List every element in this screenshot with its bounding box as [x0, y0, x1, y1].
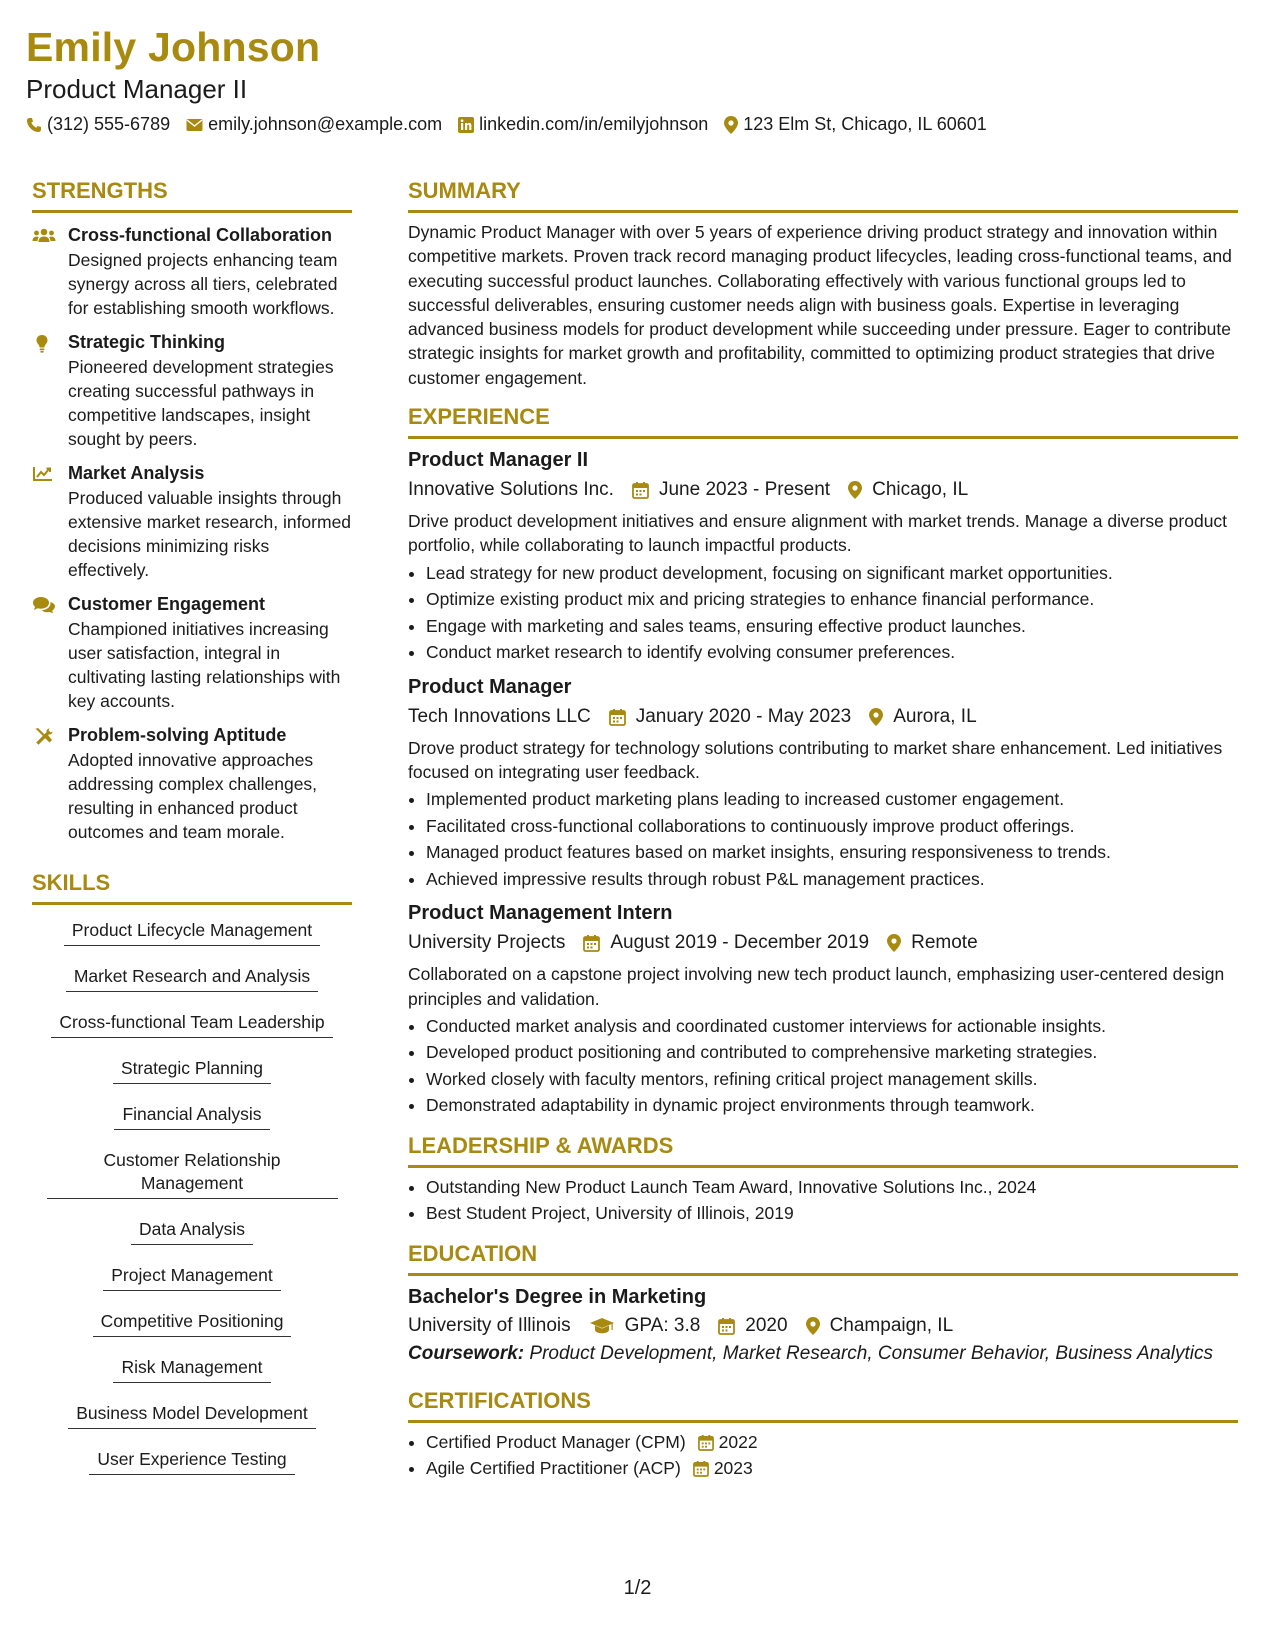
- job-meta: [408, 932, 1238, 954]
- degree-title: Bachelor's Degree in Marketing: [408, 1285, 707, 1308]
- map-pin-icon: [724, 116, 738, 134]
- tools-icon: [32, 727, 56, 747]
- strength-item: [32, 594, 352, 713]
- skill-item: Market Research and Analysis: [66, 965, 318, 992]
- strength-desc: Championed initiatives increasing user satisfaction, integral in cultivating lasting relationships with key accounts.: [68, 619, 341, 711]
- job-bullet: • Conducted market analysis and coordinated customer interviews for actionable insights.: [426, 1013, 1238, 1040]
- strength-item: [32, 225, 352, 320]
- coursework: [408, 1342, 1238, 1366]
- experience-heading: EXPERIENCE: [408, 404, 1238, 439]
- award-item: • Best Student Project, University of Illinois, 2019: [426, 1200, 1238, 1227]
- job-bullet: • Facilitated cross-functional collaborations to continuously improve product offerings.: [426, 813, 1238, 840]
- job-entry: [408, 676, 1238, 893]
- skill-item: Competitive Positioning: [93, 1310, 292, 1337]
- certifications-heading: CERTIFICATIONS: [408, 1388, 1238, 1423]
- coursework-label: Coursework:: [408, 1342, 525, 1364]
- phone-item: [26, 114, 170, 135]
- graduation-year: 2020: [718, 1315, 787, 1337]
- strength-title: Cross-functional Collaboration: [68, 225, 333, 245]
- skills-heading: SKILLS: [32, 870, 352, 905]
- linkedin-text: linkedin.com/in/emilyjohnson: [479, 114, 709, 134]
- strength-item: [32, 332, 352, 451]
- comments-icon: [32, 596, 56, 614]
- job-title: Product Management Intern: [408, 902, 673, 925]
- skill-item: Financial Analysis: [114, 1103, 269, 1130]
- calendar-icon: [632, 481, 649, 499]
- job-meta: [408, 479, 1238, 501]
- email-item: [186, 114, 442, 135]
- calendar-icon: [698, 1434, 714, 1451]
- job-bullet: • Conduct market research to identify evolving consumer preferences.: [426, 639, 1238, 666]
- candidate-name: Emily Johnson: [26, 24, 321, 70]
- job-description: Collaborated on a capstone project involving new tech product launch, emphasizing user-centered design principles and validation.: [408, 964, 1225, 1009]
- left-column: [32, 178, 352, 1494]
- certification-item: [426, 1429, 1238, 1456]
- leadership-list: [408, 1174, 1238, 1227]
- candidate-role: Product Manager II: [26, 74, 248, 104]
- job-dates: August 2019 - December 2019: [583, 932, 869, 954]
- calendar-icon: [583, 934, 600, 952]
- job-bullet: • Managed product features based on market insights, ensuring responsiveness to trends.: [426, 839, 1238, 866]
- strength-desc: Designed projects enhancing team synergy across all tiers, celebrated for establishing smooth workflows.: [68, 250, 338, 318]
- right-column: [408, 178, 1238, 1482]
- job-description: Drive product development initiatives and ensure alignment with market trends. Manage a diverse product portfolio, while collaborating to launch impactful products.: [408, 511, 1228, 556]
- map-pin-icon: [806, 1317, 820, 1335]
- map-pin-icon: [887, 934, 901, 952]
- skill-item: Customer Relationship Management: [47, 1149, 338, 1199]
- strength-title: Problem-solving Aptitude: [68, 725, 287, 745]
- skill-item: Cross-functional Team Leadership: [51, 1011, 332, 1038]
- certification-name: • Certified Product Manager (CPM): [426, 1431, 686, 1452]
- award-item: • Outstanding New Product Launch Team Award, Innovative Solutions Inc., 2024: [426, 1174, 1238, 1201]
- job-bullet: • Engage with marketing and sales teams, ensuring effective product launches.: [426, 613, 1238, 640]
- job-bullets: [408, 560, 1238, 666]
- skill-item: User Experience Testing: [89, 1448, 294, 1475]
- certification-item: [426, 1455, 1238, 1482]
- job-company: Innovative Solutions Inc.: [408, 479, 614, 501]
- skill-item: Strategic Planning: [113, 1057, 271, 1084]
- certification-name: • Agile Certified Practitioner (ACP): [426, 1458, 681, 1479]
- job-title: Product Manager II: [408, 449, 589, 472]
- linkedin-item: [458, 114, 708, 135]
- job-bullet: • Worked closely with faculty mentors, refining critical project management skills.: [426, 1066, 1238, 1093]
- strength-desc: Pioneered development strategies creating successful pathways in competitive landscapes, insight sought by peers.: [68, 357, 334, 449]
- job-bullet: • Developed product positioning and contributed to comprehensive marketing strategies.: [426, 1039, 1238, 1066]
- skill-item: Risk Management: [113, 1356, 270, 1383]
- coursework-text: Product Development, Market Research, Consumer Behavior, Business Analytics: [529, 1342, 1214, 1364]
- certifications-list: [408, 1429, 1238, 1482]
- job-bullet: • Optimize existing product mix and pricing strategies to enhance financial performance.: [426, 586, 1238, 613]
- certification-year: 2022: [718, 1431, 758, 1452]
- job-bullets: [408, 1013, 1238, 1119]
- linkedin-icon: [458, 117, 474, 133]
- calendar-icon: [718, 1317, 735, 1335]
- education-entry: [408, 1286, 1238, 1366]
- graduation-cap-icon: [589, 1317, 615, 1335]
- calendar-icon: [609, 708, 626, 726]
- strengths-heading: STRENGTHS: [32, 178, 352, 213]
- strength-item: [32, 725, 352, 844]
- job-description: Drove product strategy for technology solutions contributing to market share enhancement. Led initiatives focused on integrating user feedback.: [408, 737, 1223, 782]
- job-meta: [408, 706, 1238, 728]
- job-location: Aurora, IL: [869, 706, 976, 728]
- skill-item: Business Model Development: [68, 1402, 316, 1429]
- job-dates: June 2023 - Present: [632, 479, 830, 501]
- contact-bar: [26, 114, 1003, 135]
- education-heading: EDUCATION: [408, 1241, 1238, 1276]
- strength-title: Market Analysis: [68, 463, 205, 483]
- education-location: Champaign, IL: [806, 1315, 954, 1337]
- skill-item: Data Analysis: [131, 1218, 253, 1245]
- summary-text: Dynamic Product Manager with over 5 years of experience driving product strategy and innovation within competitive markets. Proven track record managing product lifecycles, leading cross-functional teams, and executing successful product launches. Collaborating effectively with various functional groups led to successful deliverables, ensuring customer needs align with business goals. Expertise in leveraging advanced business models for product development while succeeding under pressure. Eager to contribute strategic insights for market growth and profitability, committed to optimizing product strategies that drive customer engagement.: [408, 222, 1232, 388]
- address-item: [724, 114, 986, 135]
- gpa: GPA: 3.8: [589, 1315, 701, 1337]
- calendar-icon: [693, 1460, 709, 1477]
- lightbulb-icon: [32, 334, 56, 354]
- job-dates: January 2020 - May 2023: [609, 706, 851, 728]
- skills-list: [32, 919, 352, 1494]
- phone-icon: [26, 117, 42, 133]
- education-meta: [408, 1315, 1238, 1337]
- job-bullet: • Demonstrated adaptability in dynamic project environments through teamwork.: [426, 1092, 1238, 1119]
- job-title: Product Manager: [408, 675, 572, 698]
- phone-text: (312) 555-6789: [47, 114, 171, 134]
- email-text: emily.johnson@example.com: [208, 114, 443, 134]
- strength-title: Strategic Thinking: [68, 332, 226, 352]
- strength-item: [32, 463, 352, 582]
- skill-item: Product Lifecycle Management: [64, 919, 320, 946]
- page-number: 1/2: [623, 1577, 652, 1599]
- address-text: 123 Elm St, Chicago, IL 60601: [743, 114, 987, 134]
- strength-desc: Adopted innovative approaches addressing complex challenges, resulting in enhanced product outcomes and team morale.: [68, 750, 318, 842]
- users-icon: [32, 227, 56, 245]
- certification-year: 2023: [713, 1458, 753, 1479]
- skill-item: Project Management: [103, 1264, 280, 1291]
- envelope-icon: [186, 118, 203, 132]
- job-company: Tech Innovations LLC: [408, 705, 591, 727]
- job-entry: [408, 449, 1238, 666]
- job-bullet: • Implemented product marketing plans leading to increased customer engagement.: [426, 786, 1238, 813]
- strength-title: Customer Engagement: [68, 594, 266, 614]
- job-company: University Projects: [408, 932, 566, 954]
- map-pin-icon: [869, 708, 883, 726]
- chart-line-icon: [32, 465, 56, 483]
- job-bullet: • Lead strategy for new product development, focusing on significant market opportunities.: [426, 560, 1238, 587]
- job-bullets: [408, 786, 1238, 892]
- job-location: Chicago, IL: [848, 479, 968, 501]
- leadership-heading: LEADERSHIP & AWARDS: [408, 1133, 1238, 1168]
- job-location: Remote: [887, 932, 978, 954]
- strength-desc: Produced valuable insights through extensive market research, informed decisions minimizing risks effectively.: [68, 488, 352, 580]
- map-pin-icon: [848, 481, 862, 499]
- summary-heading: SUMMARY: [408, 178, 1238, 213]
- school-name: University of Illinois: [408, 1314, 571, 1336]
- job-entry: [408, 902, 1238, 1119]
- job-bullet: • Achieved impressive results through robust P&L management practices.: [426, 866, 1238, 893]
